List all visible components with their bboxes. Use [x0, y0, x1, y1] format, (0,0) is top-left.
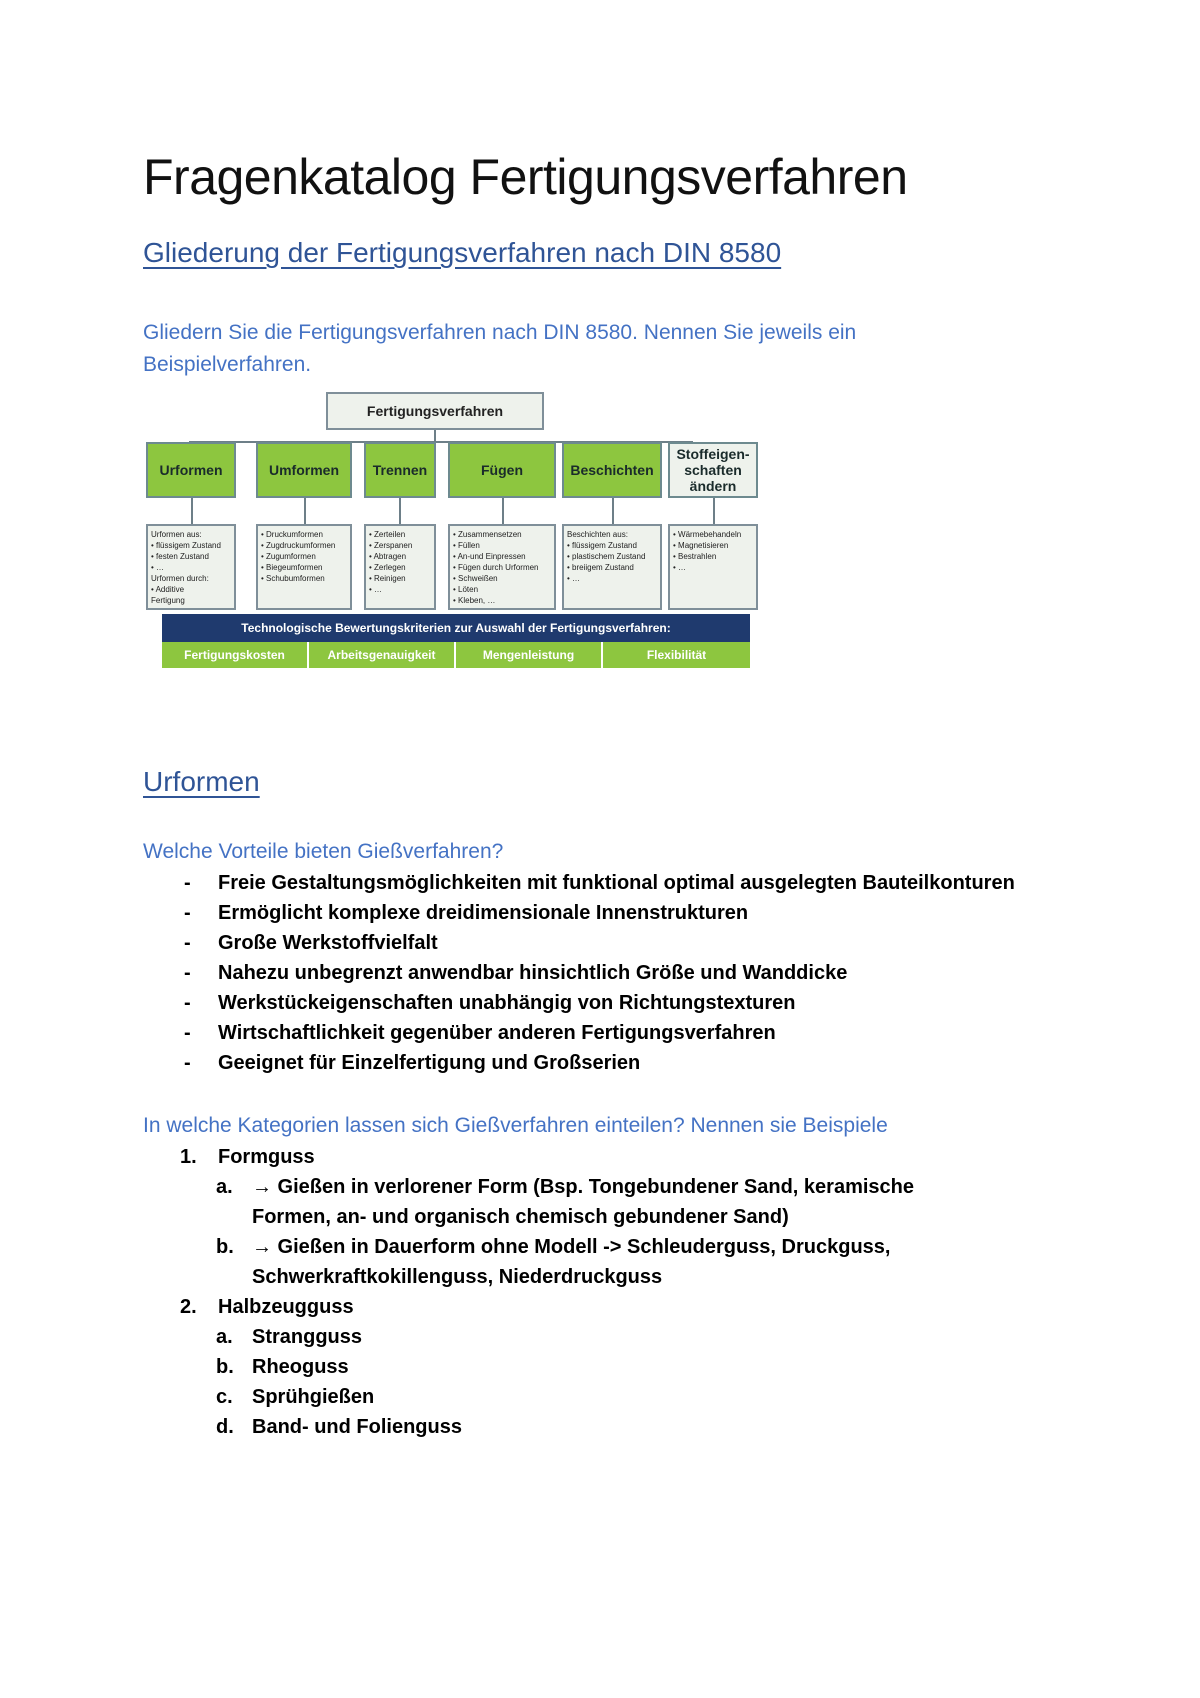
list-item-text: Wirtschaftlichkeit gegenüber anderen Fertigungsverfahren [218, 1022, 776, 1044]
list-item-text: Große Werkstoffvielfalt [218, 932, 438, 954]
list-item-text: → Gießen in verlorener Form (Bsp. Tongebundener Sand, keramische Formen, an- und organisch chemisch gebundener Sand) [252, 1176, 915, 1228]
category-list-trennen [364, 524, 436, 610]
connector-line [399, 498, 401, 524]
list-line: • Additive [151, 585, 185, 594]
criteria-title-bar: Technologische Bewertungskriterien zur Auswahl der Fertigungsverfahren: [162, 614, 750, 642]
list-line: • Zugdruckumformen [261, 541, 336, 550]
list-item [180, 1382, 952, 1412]
category-box-fuegen: Fügen [448, 442, 556, 498]
connector-line [502, 498, 504, 524]
list-letter: a. [216, 1326, 233, 1348]
list-line: • Zusammensetzen [453, 530, 522, 539]
list-line: • Schweißen [453, 574, 498, 583]
list-line: • Kleben, … [453, 596, 496, 605]
category-box-stoffeigenschaften: Stoffeigen-schaften ändern [668, 442, 758, 498]
criterion-flexibilitaet: Flexibilität [603, 642, 750, 668]
category-list-fuegen [448, 524, 556, 610]
list-line: • Zerlegen [369, 563, 406, 572]
list-item [180, 1142, 952, 1292]
list-line: Fertigung [151, 596, 185, 605]
advantages-list [180, 868, 1015, 1078]
category-box-beschichten: Beschichten [562, 442, 662, 498]
list-line: • Fügen durch Urformen [453, 563, 539, 572]
list-item-text: Freie Gestaltungsmöglichkeiten mit funktional optimal ausgelegten Bauteilkonturen [218, 872, 1015, 894]
list-line: Urformen durch: [151, 574, 209, 583]
list-item [180, 1292, 952, 1442]
list-line: • plastischem Zustand [567, 552, 646, 561]
list-line: • Abtragen [369, 552, 407, 561]
list-line: • festen Zustand [151, 552, 209, 561]
list-item [180, 1232, 952, 1292]
connector-line [304, 498, 306, 524]
list-letter: d. [216, 1416, 234, 1438]
categories-list [180, 1142, 952, 1442]
list-line: • Wärmebehandeln [673, 530, 742, 539]
connector-line [612, 498, 614, 524]
list-line: • … [369, 585, 383, 594]
list-line: Urformen aus: [151, 530, 202, 539]
list-line: • flüssigem Zustand [151, 541, 221, 550]
list-line: • An-und Einpressen [453, 552, 526, 561]
list-line: • breiigem Zustand [567, 563, 634, 572]
list-item [180, 1352, 952, 1382]
criterion-arbeitsgenauigkeit: Arbeitsgenauigkeit [309, 642, 456, 668]
list-item-text: Halbzeugguss [218, 1296, 354, 1318]
category-box-trennen: Trennen [364, 442, 436, 498]
list-item-text: Ermöglicht komplexe dreidimensionale Innenstrukturen [218, 902, 749, 924]
category-box-urformen: Urformen [146, 442, 236, 498]
question-gliederung: Gliedern Sie die Fertigungsverfahren nach DIN 8580. Nennen Sie jeweils ein Beispielverfahren. [143, 321, 857, 376]
list-letter: b. [216, 1236, 234, 1258]
list-line: • … [567, 574, 581, 583]
list-letter: a. [216, 1176, 233, 1198]
list-line: • Bestrahlen [673, 552, 717, 561]
document-title: Fragenkatalog Fertigungsverfahren [143, 149, 908, 205]
list-line: • Biegeumformen [261, 563, 323, 572]
list-item: - Wirtschaftlichkeit gegenüber anderen Fertigungsverfahren [184, 1022, 776, 1044]
list-item [180, 1322, 952, 1352]
din-8580-diagram [152, 388, 762, 672]
list-item-text: Formguss [218, 1146, 315, 1168]
list-item-text: Rheoguss [252, 1356, 349, 1378]
list-line: • … [673, 563, 687, 572]
list-letter: c. [216, 1386, 233, 1408]
list-item: - Ermöglicht komplexe dreidimensionale Innenstrukturen [184, 902, 749, 924]
category-box-umformen: Umformen [256, 442, 352, 498]
question-vorteile: Welche Vorteile bieten Gießverfahren? [143, 840, 504, 863]
list-line: Beschichten aus: [567, 530, 628, 539]
list-item-text: Werkstückeigenschaften unabhängig von Richtungstexturen [218, 992, 796, 1014]
list-item: - Werkstückeigenschaften unabhängig von Richtungstexturen [184, 992, 796, 1014]
category-list-urformen [146, 524, 236, 610]
list-number: 2. [180, 1296, 197, 1318]
list-line: • Magnetisieren [673, 541, 729, 550]
list-item [180, 1172, 952, 1232]
list-item-text: Strangguss [252, 1326, 363, 1348]
list-item: - Nahezu unbegrenzt anwendbar hinsichtlich Größe und Wanddicke [184, 962, 848, 984]
list-line: • Löten [453, 585, 479, 594]
list-item [180, 1412, 952, 1442]
criterion-fertigungskosten: Fertigungskosten [162, 642, 309, 668]
list-item: - Große Werkstoffvielfalt [184, 932, 438, 954]
list-line: • flüssigem Zustand [567, 541, 637, 550]
list-line: • Füllen [453, 541, 480, 550]
category-list-umformen [256, 524, 352, 610]
list-item-text: Band- und Folienguss [252, 1416, 462, 1438]
list-item: - Freie Gestaltungsmöglichkeiten mit funktional optimal ausgelegten Bauteilkonturen [184, 872, 1015, 894]
list-number: 1. [180, 1146, 197, 1168]
diagram-top-box: Fertigungsverfahren [326, 392, 544, 430]
sub-list [180, 1172, 952, 1292]
connector-line [191, 498, 193, 524]
category-list-beschichten [562, 524, 662, 610]
criterion-mengenleistung: Mengenleistung [456, 642, 603, 668]
connector-line [713, 498, 715, 524]
section-heading-gliederung[interactable]: Gliederung der Fertigungsverfahren nach DIN 8580 [143, 237, 782, 268]
list-line: • Schubumformen [261, 574, 325, 583]
section-heading-urformen[interactable]: Urformen [143, 766, 260, 797]
list-item-text: Sprühgießen [252, 1386, 375, 1408]
question-kategorien: In welche Kategorien lassen sich Gießverfahren einteilen? Nennen sie Beispiele [143, 1114, 888, 1137]
list-line: • Druckumformen [261, 530, 323, 539]
sub-list [180, 1322, 952, 1442]
list-line: • Reinigen [369, 574, 406, 583]
list-item-text: Nahezu unbegrenzt anwendbar hinsichtlich Größe und Wanddicke [218, 962, 848, 984]
list-line: • Zerteilen [369, 530, 406, 539]
list-item: - Geeignet für Einzelfertigung und Großserien [184, 1052, 641, 1074]
list-item-text: Geeignet für Einzelfertigung und Großserien [218, 1052, 641, 1074]
list-letter: b. [216, 1356, 234, 1378]
list-line: • … [151, 563, 165, 572]
category-list-stoffeigenschaften [668, 524, 758, 610]
list-line: • Zugumformen [261, 552, 316, 561]
list-item-text: → Gießen in Dauerform ohne Modell -> Schleuderguss, Druckguss, Schwerkraftkokillenguss, Niederdruckguss [252, 1236, 891, 1288]
list-line: • Zerspanen [369, 541, 413, 550]
